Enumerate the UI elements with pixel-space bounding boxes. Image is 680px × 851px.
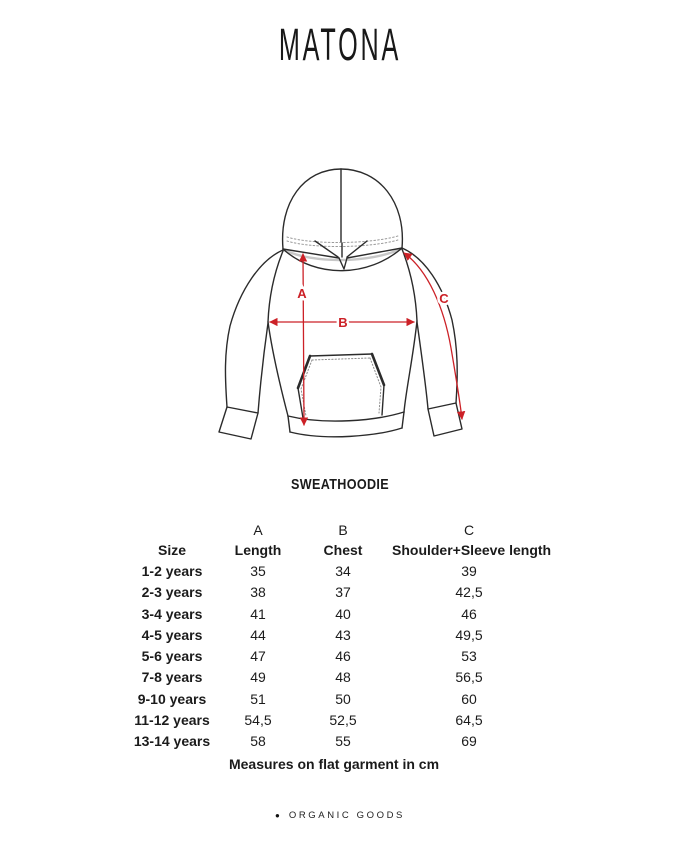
size-cell: 9-10 years [137, 690, 207, 707]
bullet-icon: ● [275, 810, 280, 820]
size-cell: 7-8 years [141, 669, 203, 686]
table-row [122, 667, 546, 688]
measure-arrows [270, 253, 462, 425]
table-row [122, 731, 546, 752]
measure-cell: 49 [250, 669, 266, 686]
letter-cell-b: B [338, 521, 348, 538]
measure-cell: 34 [335, 562, 351, 579]
table-row [122, 624, 546, 645]
measure-cell: 43 [335, 626, 351, 643]
measure-cell: 46 [461, 605, 477, 622]
arrow-b-label: B [338, 315, 348, 330]
measure-cell: 50 [335, 690, 351, 707]
measure-cell: 52,5 [329, 712, 357, 729]
product-title: SWEATHOODIE [291, 476, 389, 493]
table-row [122, 560, 546, 581]
table-row [122, 645, 546, 666]
measure-cell: 49,5 [455, 626, 483, 643]
measure-cell: 55 [335, 733, 351, 750]
size-cell: 3-4 years [141, 605, 203, 622]
measure-cell: 46 [335, 648, 351, 665]
measure-cell: 37 [335, 584, 351, 601]
measure-cell: 42,5 [455, 584, 483, 601]
arrow-a [303, 254, 304, 425]
size-table [122, 520, 552, 775]
measure-cell: 40 [335, 605, 351, 622]
measure-cell: 64,5 [455, 712, 483, 729]
table-row [122, 688, 546, 709]
size-table-body [122, 560, 546, 752]
header-length: Length [234, 541, 282, 558]
size-cell: 1-2 years [141, 562, 203, 579]
arrow-c-label: C [439, 291, 449, 306]
measure-cell: 60 [461, 690, 477, 707]
hoodie-diagram [200, 158, 480, 458]
letter-cell-c: C [463, 521, 475, 538]
size-cell: 11-12 years [134, 712, 210, 729]
measure-cell: 53 [461, 648, 477, 665]
measure-cell: 39 [461, 562, 477, 579]
measure-cell: 58 [250, 733, 266, 750]
brand-logo: MATONA [278, 19, 402, 70]
size-cell: 5-6 years [141, 648, 203, 665]
measure-cell: 38 [250, 584, 266, 601]
measure-cell: 47 [250, 648, 266, 665]
measure-cell: 69 [461, 733, 477, 750]
measure-cell: 44 [250, 626, 266, 643]
header-chest: Chest [323, 541, 363, 558]
table-note: Measures on flat garment in cm [228, 755, 440, 772]
table-row [122, 582, 546, 603]
measure-cell: 56,5 [455, 669, 483, 686]
table-row [122, 709, 546, 730]
measure-cell: 48 [335, 669, 351, 686]
measure-cell: 35 [250, 562, 266, 579]
footer-label: ORGANIC GOODS [288, 810, 405, 821]
pocket-outline [298, 354, 384, 418]
measure-cell: 51 [250, 690, 266, 707]
measure-cell: 54,5 [244, 712, 272, 729]
table-row [122, 603, 546, 624]
measure-cell: 41 [250, 605, 266, 622]
hood-outline [283, 169, 403, 271]
size-cell: 4-5 years [141, 626, 203, 643]
arrow-a-label: A [297, 286, 307, 301]
size-cell: 13-14 years [133, 733, 211, 750]
table-header-row [122, 539, 552, 560]
footer [0, 810, 680, 821]
table-letter-row [122, 520, 546, 539]
header-shoulder-sleeve: Shoulder+Sleeve length [392, 541, 552, 558]
header-size: Size [157, 541, 186, 558]
arrow-c [404, 253, 462, 419]
letter-cell-a: A [253, 521, 263, 538]
size-cell: 2-3 years [141, 584, 203, 601]
